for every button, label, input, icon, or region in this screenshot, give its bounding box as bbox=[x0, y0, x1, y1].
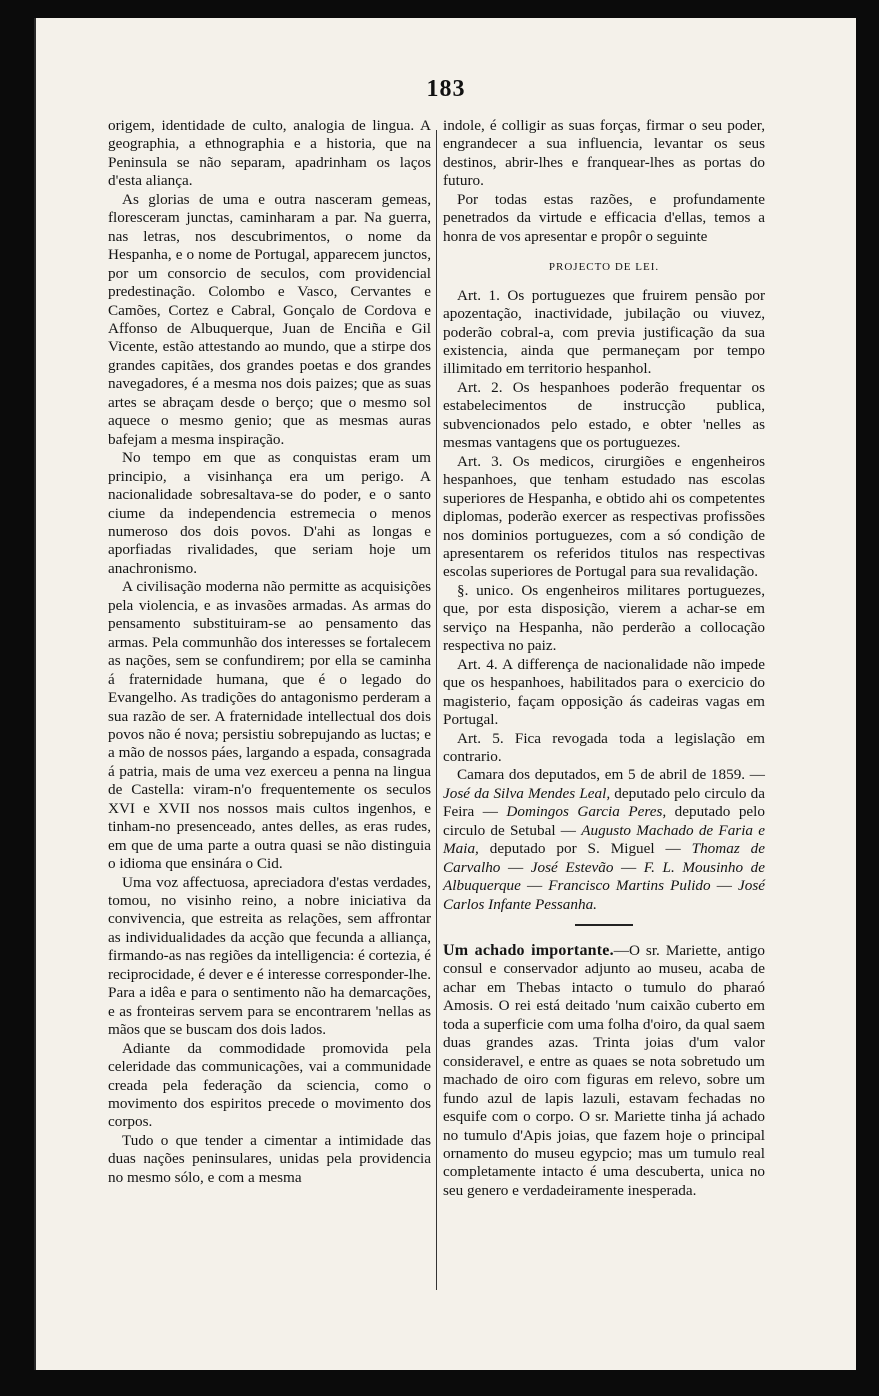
article-4: Art. 4. A differença de nacionalidade não impede que os hespanhoes, habilitados para o exercicio do magisterio, façam opposição ás cadeiras vagas em Portugal. bbox=[443, 655, 765, 729]
signature-place-date: Camara dos deputados, em 5 de abril de 1859. bbox=[457, 766, 746, 784]
news-body: —O sr. Mariette, antigo consul e conservador adjunto ao museu, acaba de achar em Thebas intacto o tumulo do pharaó Amosis. O rei está deitado 'num caixão cuberto em toda a superficie com uma folha d'oiro, da qual saem duas grandes azas. Trinta joias d'um valor consideravel, e entre as quaes se nota sobretudo um machado de oiro com figuras em relevo, sobre um fundo azul de lapis lazuli, estavam fechadas no esquife com o corpo. O sr. Mariette tinha já achado no tumulo d'Apis joias, que fazem hoje o principal ornamento do museu egypcio; mas um tumulo real completamente intacto é uma descuberta, unica no seu genero e verdadeiramente inesperada. bbox=[443, 942, 765, 1199]
newspaper-page bbox=[34, 18, 856, 1370]
paragraph: No tempo em que as conquistas eram um principio, a visinhança era um perigo. A nacionalidade sobresaltava-se do poder, e o santo ciume da independencia estremecia o menos numeroso dos dois povos. D'ahi as longas e aporfiadas rivalidades, que seriam hoje um anachronismo. bbox=[108, 449, 431, 577]
signatory-name: Thomaz de Carvalho bbox=[443, 840, 766, 876]
news-title: Um achado importante. bbox=[443, 942, 614, 960]
article-1: Art. 1. Os portuguezes que fruirem pensão por apozentação, inactividade, jubilação ou viuvez, poderão cobral-a, com previa justificação da sua existencia, ainda que permaneçam por tempo illimitado em territorio hespanhol. bbox=[443, 286, 765, 378]
article-paragraph-unico: §. unico. Os engenheiros militares portuguezes, que, por esta disposição, vierem a achar-se em serviço na Hespanha, não perderão a collocação respectiva no paiz. bbox=[443, 581, 765, 655]
paragraph: A civilisação moderna não permitte as acquisições pela violencia, e as invasões armadas. As armas do pensamento substituiram-se ao pensamento das armas. Pela communhão dos interesses se fortalecem as nações, sem se confundirem; por ella se caminha á fraternidade humana, que é o legado do Evangelho. As tradições do antagonismo perderam a sua razão de ser. A fraternidade intellectual dos dois povos não é nova; persistiu sobrepujando as luctas; e a mão de nossos páes, largando a espada, consagrada á patria, mais de uma vez exerceu a penna na lingua de Castella: viram-n'o frequentemente os seculos XVI e XVII nos nossos mais cultos ingenhos, e tinham-no presenceado, antes delles, as eras rudes, em que de uma parte a outra quasi se não distinguia o idioma que ensinára o Cid. bbox=[108, 578, 431, 873]
signatory-name: José Carlos Infante Pessanha. bbox=[443, 877, 765, 913]
paragraph: origem, identidade de culto, analogia de lingua. A geographia, a ethnographia e a historia, que na Peninsula se não separam, apadrinham os laços d'esta aliança. bbox=[108, 117, 431, 190]
page-number: 183 bbox=[426, 76, 466, 102]
signatory-name: Augusto Machado de Faria e Maia, bbox=[443, 821, 765, 858]
signatory-name: Francisco Martins Pulido bbox=[548, 877, 711, 895]
paragraph: Adiante da commodidade promovida pela celeridade das communicações, vai a communidade creada pela federação da sciencia, como o movimento dos espiritos precede o movimento dos corpos. bbox=[108, 1039, 431, 1131]
column-divider bbox=[436, 130, 437, 1290]
signatory-name: José Estevão bbox=[530, 858, 614, 876]
article-5: Art. 5. Fica revogada toda a legislação em contrario. bbox=[443, 729, 765, 765]
left-column bbox=[108, 117, 431, 1187]
news-item bbox=[443, 942, 765, 1200]
paragraph: Uma voz affectuosa, apreciadora d'estas verdades, tomou, no visinho reino, a nobre iniciativa da convivencia, que estreita as relações, sem affrontar as individualidades da acção que fecunda a alliança, firmando-as nas regiões da intelligencia: é cortezia, é reciprocidade, é dever e é interesse corresponder-lhe. Para a idêa e para o sentimento não ha demarcações, e as fronteiras servem para se encontrarem 'nellas as mãos que se buscam dos dois lados. bbox=[108, 873, 432, 1039]
paragraph: indole, é colligir as suas forças, firmar o seu poder, engrandecer a sua influencia, levantar os seus destinos, abrir-lhes e franquear-lhes as portas do futuro. bbox=[443, 117, 765, 190]
right-column bbox=[443, 117, 765, 1200]
signature-block: Camara dos deputados, em 5 de abril de 1859. — José da Silva Mendes Leal, deputado pelo circulo da Feira — Domingos Garcia Peres, deputado pelo circulo de Setubal — Augusto Machado de Faria e Maia, deputado por S. Miguel — Thomaz de Carvalho — José Estevão — F. L. Mousinho de Albuquerque — Francisco Martins Pulido — José Carlos Infante Pessanha. bbox=[443, 766, 766, 913]
signatory-name: José da Silva Mendes Leal, bbox=[443, 784, 611, 802]
article-2: Art. 2. Os hespanhoes poderão frequentar os estabelecimentos de instrucção publica, subvencionados pelo estado, e obter 'nelles as mesmas vantagens que os portuguezes. bbox=[443, 378, 765, 452]
paragraph: As glorias de uma e outra nasceram gemeas, floresceram junctas, caminharam a par. Na guerra, nas letras, nos descubrimentos, o nome da Hespanha, e o nome de Portugal, apparecem junctos, por um consorcio de seculos, com providencial predestinação. Colombo e Vasco, Cervantes e Camões, Cortez e Cabral, Gonçalo de Cordova e Affonso de Albuquerque, Juan de Enciña e Gil Vicente, estão attestando ao mundo, que a stirpe dos grandes capitães, dos grandes poetas e dos grandes navegadores, é a mesma nos dois paizes; que as suas artes se abraçam desde o berço; que o mesmo sol aquece o mesmo genio; que as mesmas auras bafejam a mesma inspiração. bbox=[108, 190, 431, 448]
signatory-name: Domingos Garcia Peres, bbox=[506, 803, 667, 821]
signatory-name: F. L. Mousinho de Albuquerque bbox=[443, 858, 766, 895]
paragraph: Tudo o que tender a cimentar a intimidade das duas nações peninsulares, unidas pela providencia no mesmo sólo, e com a mesma bbox=[108, 1131, 431, 1186]
article-3: Art. 3. Os medicos, cirurgiões e engenheiros hespanhoes, que tenham estudado nas escolas superiores de Hespanha, e obtido ahi os competentes diplomas, poderão exercer as respectivas profissões nos dominios portuguezes, com a só condição de apresentarem os referidos titulos nas respectivas escolas superiores de Portugal para sua revalidação. bbox=[443, 452, 765, 581]
law-project-heading: PROJECTO DE LEI. bbox=[548, 261, 660, 274]
section-rule bbox=[575, 924, 633, 926]
paragraph: Por todas estas razões, e profundamente penetrados da virtude e efficacia d'ellas, temos a honra de vos apresentar e propôr o seguinte bbox=[443, 190, 765, 245]
